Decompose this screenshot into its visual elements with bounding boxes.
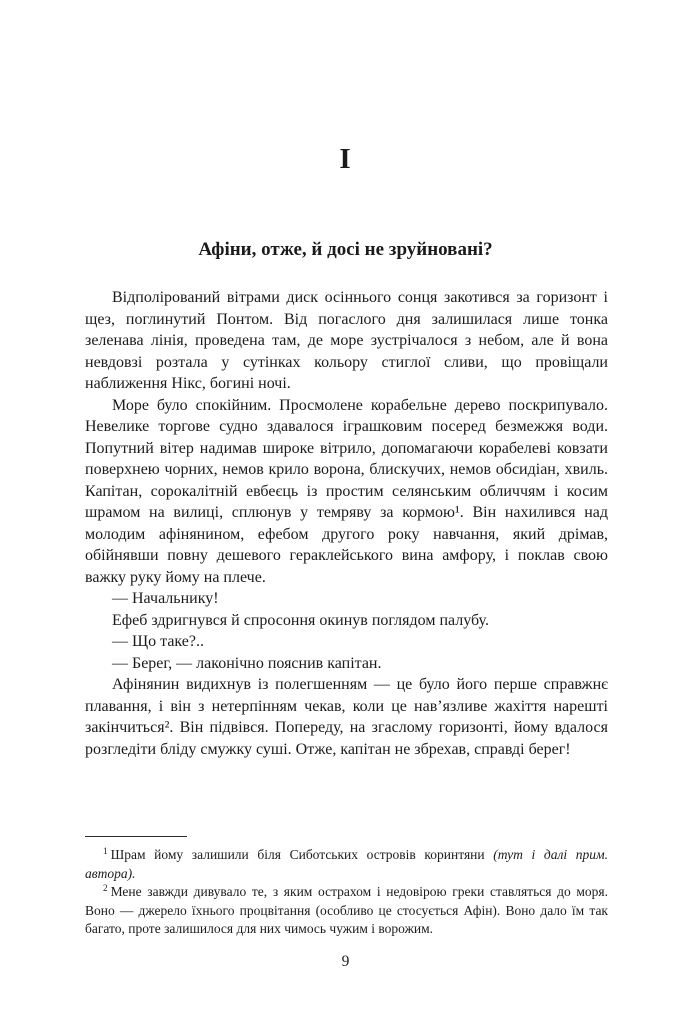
page-number: 9 — [341, 953, 350, 970]
dialogue-line-1: — Начальнику! — [112, 590, 219, 607]
footnote-2 — [85, 883, 608, 939]
footnotes-section — [85, 836, 608, 939]
footnote-2-marker: 2 — [103, 882, 108, 893]
footnote-divider — [85, 836, 187, 837]
body-text — [85, 287, 608, 760]
paragraph-4: Афінянин видихнув із полегшенням — це було його перше справжнє плавання, і він з нетерпінням чекав, коли це нав’язливе жахіття нарешті закінчиться². Він підвівся. Попереду, на згаслому горизонті, йому вдалося розгледіти бліду смужку суші. Отже, капітан не збрехав, справді берег! — [85, 676, 608, 758]
chapter-title: Афіни, отже, й досі не зруйновані? — [198, 239, 493, 260]
footnote-1-italic-text: (тут і далі прим. автора). — [85, 847, 609, 881]
dialogue-line-2: — Що таке?.. — [112, 633, 205, 650]
paragraph-2: Море було спокійним. Просмолене корабельне дерево поскрипувало. Невелике торгове судно здавалося іграшковим посеред безмежжя води. Попутний вітер надимав широке вітрило, допомагаючи корабелеві ковзати поверхнею чорних, немов крило ворона, блискучих, немов обсидіан, хвиль. Капітан, сорокалітній евбеєць із простим селянським обличчям і косим шрамом на вилиці, сплюнув у темряву за кормою¹. Він нахилився над молодим афінянином, ефебом другого року навчання, який дрімав, обійнявши повну дешевого гераклейського вина амфору, і поклав свою важку руку йому на плече. — [85, 396, 608, 586]
paragraph-3: Ефеб здригнувся й спросоння окинув поглядом палубу. — [112, 611, 489, 629]
footnote-1 — [85, 846, 608, 883]
dialogue-line-3: — Берег, — лаконічно пояснив капітан. — [112, 654, 382, 672]
footnote-2-text: Мене завжди дивувало те, з яким острахом і недовірою греки ставляться до моря. Воно — джерело їхнього процвітання (особливо це стосується Афін). Воно дало їм так багато, проте залишилося для них чимось чужим і ворожим. — [85, 884, 608, 937]
footnote-1-marker: 1 — [103, 845, 108, 856]
paragraph-1: Відполірований вітрами диск осіннього сонця закотився за горизонт і щез, поглинутий Понтом. Від погаслого дня залишилася лише тонка зеленава лінія, проведена там, де море зустрічалося з небом, але й вона невдовзі розтала у сутінках кольору стиглої сливи, що провіщали наближення Нікс, богині ночі. — [85, 289, 608, 392]
footnote-1-text: Шрам йому залишили біля Сиботських островів коринтяни — [110, 847, 494, 862]
chapter-number: I — [339, 143, 352, 175]
